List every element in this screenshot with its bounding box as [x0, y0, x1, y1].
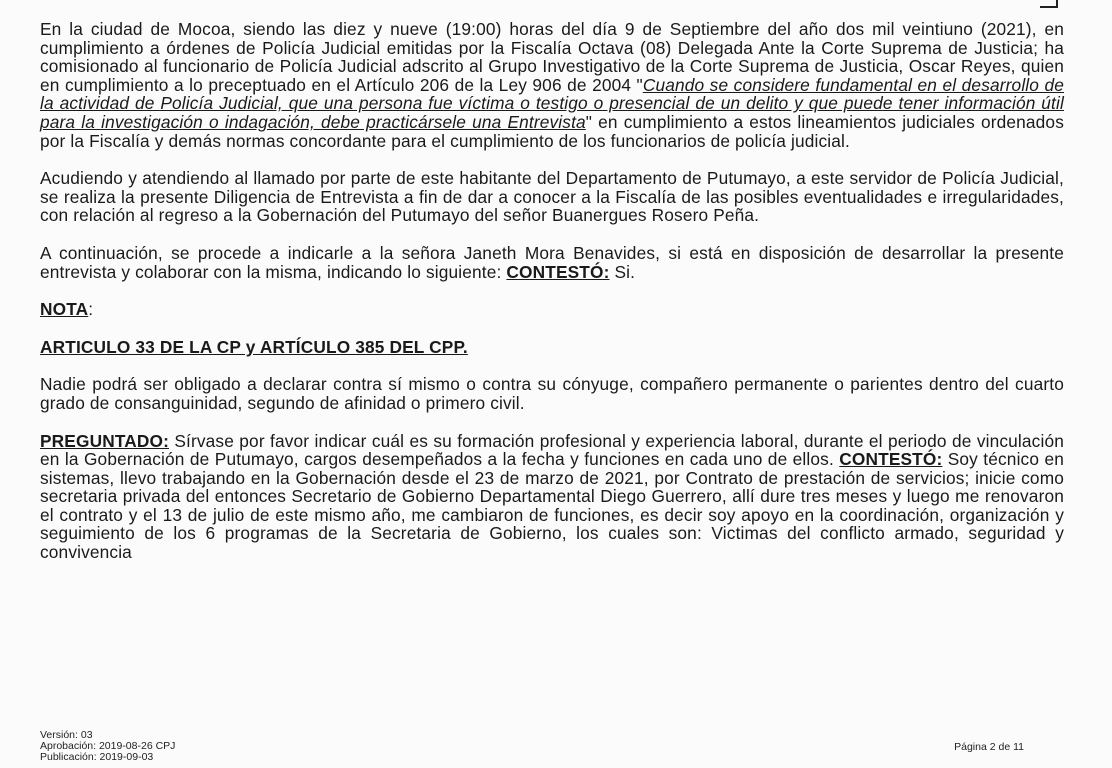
document-body [40, 20, 1064, 562]
page-footer [40, 730, 1064, 763]
law-quote: Cuando se considere fundamental en el desarrollo de la actividad de Policía Judicial, que una persona fue víctima o testigo o presencial de un delito y que puede tener información útil para la investigación o indagación, debe practicársele una Entrevista [40, 74, 1064, 132]
footer-publicacion: Publicación: 2019-09-03 [40, 751, 154, 763]
nota-label: NOTA [40, 299, 89, 320]
intro-text-end: " en cumplimiento a estos lineamientos judiciales ordenados por la Fiscalía y demás normas concordante para el cumplimiento de los funcionarios de policía judicial. [40, 111, 1064, 151]
paragraph-question [40, 432, 1064, 562]
contesto-label: CONTESTÓ: [506, 261, 610, 282]
articulo-heading: ARTICULO 33 DE LA CP y ARTÍCULO 385 DEL CPP. [40, 336, 468, 357]
nota-colon: : [88, 299, 94, 320]
preguntado-label: PREGUNTADO: [40, 430, 170, 451]
consent-text: A continuación, se procede a indicarle a la señora Janeth Mora Benavides, si está en disposición de desarrollar la presente entrevista y colaborar con la misma, indicando lo siguiente: [40, 242, 1064, 282]
question-text: Sírvase por favor indicar cuál es su formación profesional y experiencia laboral, durante el periodo de vinculación en la Gobernación de Putumayo, cargos desempeñados a la fecha y funciones en cada uno de ellos. [40, 430, 1064, 470]
intro-text: En la ciudad de Mocoa, siendo las diez y nueve (19:00) horas del día 9 de Septiembre del año dos mil veintiuno (2021), en cumplimiento a órdenes de Policía Judicial emitidas por la Fiscalía Octava (08) Delegada Ante la Corte Suprema de Justicia; ha comisionado al funcionario de Policía Judicial adscrito al Grupo Investigativo de la Corte Suprema de Justicia, Oscar Reyes, quien en cumplimiento a lo preceptuado en el Artículo 206 de la Ley 906 de 2004 " [40, 19, 1064, 95]
paragraph-consent [40, 244, 1064, 281]
footer-aprobacion: Aprobación: 2019-08-26 CPJ [40, 740, 176, 752]
nota-heading [40, 300, 1064, 319]
footer-version: Versión: 03 [40, 729, 93, 741]
paragraph-context: Acudiendo y atendiendo al llamado por parte de este habitante del Departamento de Putumayo, a este servidor de Policía Judicial, se realiza la presente Diligencia de Entrevista a fin de dar a conocer a la Fiscalía de las posibles eventualidades e irregularidades, con relación al regreso a la Gobernación del Putumayo del señor Buanergues Rosero Peña. [40, 168, 1064, 226]
paragraph-intro [40, 20, 1064, 150]
page-number: Página 2 de 11 [954, 741, 1024, 753]
answer-text: Soy técnico en sistemas, llevo trabajando en la Gobernación desde el 23 de marzo de 2021, por Contrato de prestación de servicios; inicie como secretaria privada del entonces Secretario de Gobierno Departamental Diego Guerrero, allí dure tres meses y luego me renovaron el contrato y el 13 de julio de este mismo año, me cambiaron de funciones, es decir soy apoyo en la coordinación, organización y seguimiento de los 6 programas de la Secretaria de Gobierno, los cuales son: Victimas del conflicto armado, seguridad y convivencia [40, 449, 1064, 563]
border-line [1040, 6, 1058, 8]
paragraph-rights: Nadie podrá ser obligado a declarar contra sí mismo o contra su cónyuge, compañero permanente o parientes dentro del cuarto grado de consanguinidad, segundo de afinidad o primero civil. [40, 374, 1064, 413]
consent-answer: Si. [609, 261, 636, 282]
contesto-label: CONTESTÓ: [839, 449, 943, 470]
